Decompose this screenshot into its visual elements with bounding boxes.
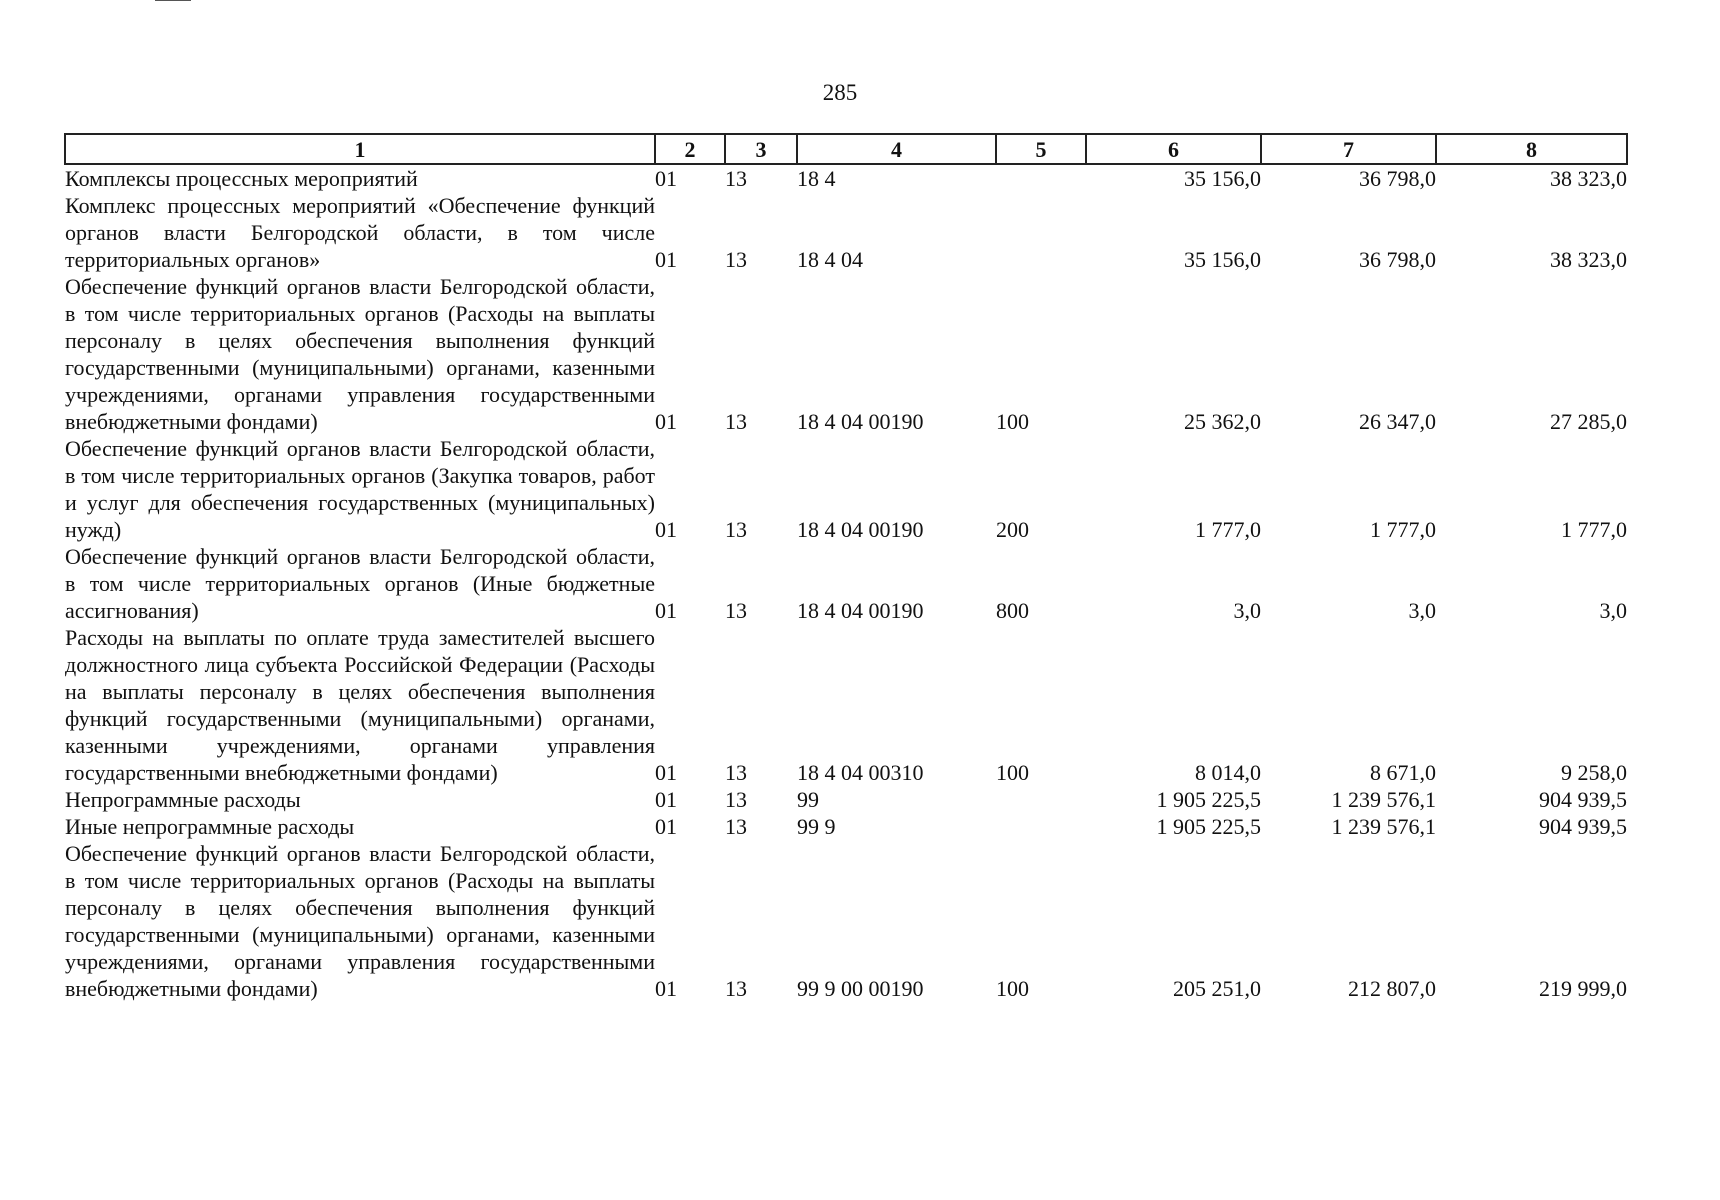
table-row	[65, 813, 1627, 840]
header-col-1: 1	[65, 134, 655, 164]
subsection-code: 13	[725, 409, 747, 434]
amount-year-1: 1 905 225,5	[1156, 814, 1261, 839]
header-col-3: 3	[725, 134, 797, 164]
subsection-code: 13	[725, 598, 747, 623]
amount-year-2: 26 347,0	[1359, 409, 1436, 434]
row-name: Расходы на выплаты по оплате труда заместителей высшего должностного лица субъекта Российской Федерации (Расходы на выплаты персоналу в целях обеспечения выполнения функций государственными (муниципальными) органами, казенными учреждениями, органами управления государственными внебюджетными фондами)	[65, 625, 655, 785]
expense-type-code: 200	[996, 517, 1029, 542]
section-code: 01	[655, 166, 677, 191]
expense-type-code: 800	[996, 598, 1029, 623]
header-col-8: 8	[1436, 134, 1627, 164]
amount-year-3: 219 999,0	[1539, 976, 1627, 1001]
expense-type-code	[996, 164, 1086, 192]
header-col-7: 7	[1261, 134, 1436, 164]
amount-year-3: 9 258,0	[1561, 760, 1627, 785]
budget-table	[64, 133, 1628, 1002]
amount-year-2: 8 671,0	[1370, 760, 1436, 785]
row-name: Обеспечение функций органов власти Белгородской области, в том числе территориальных органов (Расходы на выплаты персоналу в целях обеспечения выполнения функций государственными (муниципальными) органами, казенными учреждениями, органами управления государственными внебюджетными фондами)	[65, 274, 655, 434]
amount-year-2: 36 798,0	[1359, 166, 1436, 191]
header-col-4: 4	[797, 134, 996, 164]
table-row	[65, 435, 1627, 543]
header-col-5: 5	[996, 134, 1086, 164]
expense-type-code: 100	[996, 409, 1029, 434]
header-col-6: 6	[1086, 134, 1261, 164]
amount-year-1: 1 905 225,5	[1156, 787, 1261, 812]
amount-year-3: 3,0	[1599, 598, 1627, 623]
expense-type-code	[996, 192, 1086, 273]
amount-year-3: 38 323,0	[1550, 166, 1627, 191]
amount-year-2: 1 239 576,1	[1331, 814, 1436, 839]
target-code: 18 4	[797, 166, 836, 191]
table-row	[65, 543, 1627, 624]
subsection-code: 13	[725, 166, 747, 191]
table-header-row	[65, 134, 1627, 164]
subsection-code: 13	[725, 814, 747, 839]
amount-year-3: 904 939,5	[1539, 787, 1627, 812]
row-name: Обеспечение функций органов власти Белгородской области, в том числе территориальных органов (Закупка товаров, работ и услуг для обеспечения государственных (муниципальных) нужд)	[65, 436, 655, 542]
amount-year-1: 25 362,0	[1184, 409, 1261, 434]
amount-year-3: 904 939,5	[1539, 814, 1627, 839]
target-code: 18 4 04 00310	[797, 760, 924, 785]
subsection-code: 13	[725, 517, 747, 542]
section-code: 01	[655, 247, 677, 272]
expense-type-code	[996, 813, 1086, 840]
target-code: 99	[797, 787, 819, 812]
row-name: Обеспечение функций органов власти Белгородской области, в том числе территориальных органов (Расходы на выплаты персоналу в целях обеспечения выполнения функций государственными (муниципальными) органами, казенными учреждениями, органами управления государственными внебюджетными фондами)	[65, 841, 655, 1001]
target-code: 99 9	[797, 814, 836, 839]
row-name: Иные непрограммные расходы	[65, 814, 355, 839]
subsection-code: 13	[725, 760, 747, 785]
section-code: 01	[655, 598, 677, 623]
target-code: 99 9 00 00190	[797, 976, 924, 1001]
table-row	[65, 840, 1627, 1002]
section-code: 01	[655, 976, 677, 1001]
amount-year-2: 36 798,0	[1359, 247, 1436, 272]
expense-type-code: 100	[996, 976, 1029, 1001]
target-code: 18 4 04 00190	[797, 598, 924, 623]
header-col-2: 2	[655, 134, 725, 164]
amount-year-1: 35 156,0	[1184, 166, 1261, 191]
amount-year-3: 27 285,0	[1550, 409, 1627, 434]
subsection-code: 13	[725, 787, 747, 812]
section-code: 01	[655, 760, 677, 785]
table-row	[65, 164, 1627, 192]
scan-mark	[155, 0, 191, 1]
table-row	[65, 624, 1627, 786]
row-name: Комплексы процессных мероприятий	[65, 166, 418, 191]
row-name: Обеспечение функций органов власти Белгородской области, в том числе территориальных органов (Иные бюджетные ассигнования)	[65, 544, 655, 623]
amount-year-1: 205 251,0	[1173, 976, 1261, 1001]
table-row	[65, 192, 1627, 273]
amount-year-2: 1 239 576,1	[1331, 787, 1436, 812]
amount-year-2: 1 777,0	[1370, 517, 1436, 542]
table-row	[65, 786, 1627, 813]
amount-year-1: 8 014,0	[1195, 760, 1261, 785]
target-code: 18 4 04	[797, 247, 863, 272]
amount-year-1: 3,0	[1233, 598, 1261, 623]
expense-type-code: 100	[996, 760, 1029, 785]
page-number: 285	[822, 80, 858, 105]
section-code: 01	[655, 517, 677, 542]
section-code: 01	[655, 814, 677, 839]
subsection-code: 13	[725, 247, 747, 272]
amount-year-1: 1 777,0	[1195, 517, 1261, 542]
section-code: 01	[655, 787, 677, 812]
target-code: 18 4 04 00190	[797, 517, 924, 542]
amount-year-2: 212 807,0	[1348, 976, 1436, 1001]
amount-year-2: 3,0	[1408, 598, 1436, 623]
amount-year-1: 35 156,0	[1184, 247, 1261, 272]
amount-year-3: 1 777,0	[1561, 517, 1627, 542]
row-name: Непрограммные расходы	[65, 787, 301, 812]
table-row	[65, 273, 1627, 435]
section-code: 01	[655, 409, 677, 434]
target-code: 18 4 04 00190	[797, 409, 924, 434]
expense-type-code	[996, 786, 1086, 813]
subsection-code: 13	[725, 976, 747, 1001]
amount-year-3: 38 323,0	[1550, 247, 1627, 272]
row-name: Комплекс процессных мероприятий «Обеспечение функций органов власти Белгородской области, в том числе территориальных органов»	[65, 193, 655, 272]
